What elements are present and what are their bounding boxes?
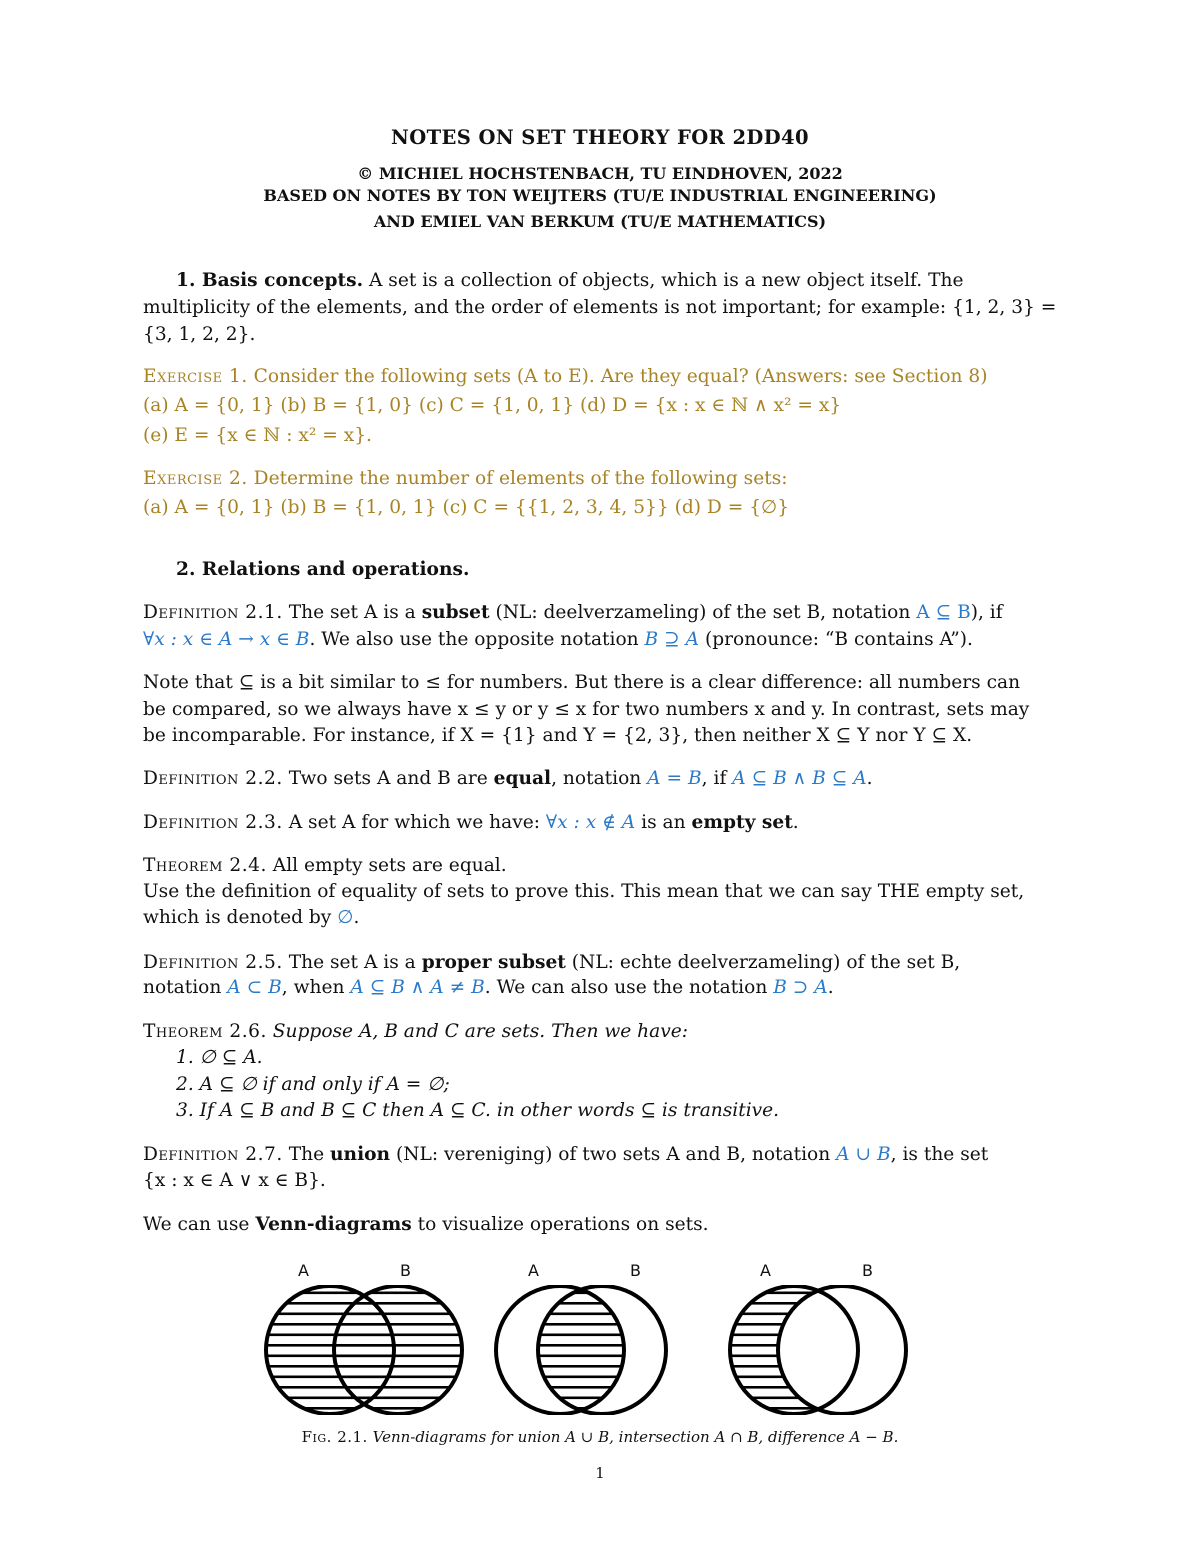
venn-label-b-1: B bbox=[400, 1261, 411, 1280]
venn-label-a-2: A bbox=[528, 1261, 539, 1280]
note-line-1: Note that ⊆ is a bit similar to ≤ for numbers. But there is a clear difference: all numbers can bbox=[143, 672, 1021, 693]
venn-intro bbox=[143, 1212, 709, 1238]
definition-2-5-label: Definition 2.5. bbox=[143, 952, 283, 973]
exercise-2-row-1: (a) A = {0, 1} (b) B = {1, 0, 1} (c) C = {{1, 2, 3, 4, 5}} (d) D = {∅} bbox=[143, 497, 790, 518]
definition-2-7-label: Definition 2.7. bbox=[143, 1144, 283, 1165]
definition-2-5-text: The set A is a bbox=[288, 952, 416, 973]
notation-proper-superset: B ⊃ A bbox=[773, 977, 828, 998]
notation-proper-subset: A ⊂ B bbox=[227, 977, 282, 998]
theorem-2-4-text-3: which is denoted by bbox=[143, 907, 332, 928]
section-1-heading: 1. Basis concepts. bbox=[176, 270, 364, 291]
definition-2-1-text-3: ), if bbox=[970, 602, 1003, 623]
exercise-1 bbox=[143, 364, 988, 390]
section-2-heading: 2. Relations and operations. bbox=[176, 559, 470, 580]
definition-2-7-text-3: , is the set bbox=[890, 1144, 989, 1165]
definition-2-7 bbox=[143, 1142, 988, 1168]
venn-intro-text-2: to visualize operations on sets. bbox=[417, 1214, 709, 1235]
definition-2-5-text-3: notation bbox=[143, 977, 222, 998]
venn-label-a-1: A bbox=[298, 1261, 309, 1280]
section-1-line-1 bbox=[176, 268, 963, 294]
exercise-1-text: Consider the following sets (A to E). Are they equal? (Answers: see Section 8) bbox=[253, 366, 988, 387]
definition-2-3-text: A set A for which we have: bbox=[288, 812, 540, 833]
theorem-2-4-label: Theorem 2.4. bbox=[143, 855, 267, 876]
definition-2-5-line-2 bbox=[143, 975, 834, 1001]
theorem-2-4-line-2: Use the definition of equality of sets to prove this. This mean that we can say THE empty set, bbox=[143, 881, 1025, 902]
theorem-2-6-item-2: 2. A ⊆ ∅ if and only if A = ∅; bbox=[176, 1074, 450, 1095]
venn-label-b-3: B bbox=[862, 1261, 873, 1280]
section-1-text-1: A set is a collection of objects, which is a new object itself. The bbox=[368, 270, 964, 291]
page-number: 1 bbox=[595, 1464, 605, 1482]
definition-2-1-line-2 bbox=[143, 627, 973, 653]
definition-2-5 bbox=[143, 950, 960, 976]
exercise-2-label: Exercise 2. bbox=[143, 468, 248, 489]
definition-2-7-text-2: (NL: vereniging) of two sets A and B, notation bbox=[395, 1144, 831, 1165]
term-venn-diagrams: Venn-diagrams bbox=[255, 1214, 412, 1235]
exercise-1-row-1: (a) A = {0, 1} (b) B = {1, 0} (c) C = {1, 0, 1} (d) D = {x : x ∈ ℕ ∧ x² = x} bbox=[143, 395, 842, 416]
theorem-2-6-item-3: 3. If A ⊆ B and B ⊆ C then A ⊆ C. in other words ⊆ is transitive. bbox=[176, 1100, 780, 1121]
theorem-2-4-line-3 bbox=[143, 905, 359, 931]
theorem-2-6-item-1: 1. ∅ ⊆ A. bbox=[176, 1047, 263, 1068]
definition-2-2-text-4: . bbox=[866, 768, 873, 789]
notation-union: A ∪ B bbox=[836, 1144, 891, 1165]
definition-2-1-text-2: (NL: deelverzameling) of the set B, notation bbox=[495, 602, 911, 623]
definition-2-3-text-2: is an bbox=[641, 812, 686, 833]
notation-subset: A ⊆ B bbox=[916, 602, 971, 623]
definition-2-2-text: Two sets A and B are bbox=[288, 768, 488, 789]
definition-2-5-text-6: . bbox=[827, 977, 834, 998]
definition-2-1-text: The set A is a bbox=[288, 602, 416, 623]
definition-2-1-label: Definition 2.1. bbox=[143, 602, 283, 623]
definition-2-7-line-2: {x : x ∈ A ∨ x ∈ B}. bbox=[143, 1170, 326, 1191]
figure-label: Fig. 2.1. bbox=[301, 1428, 368, 1446]
figure-caption bbox=[0, 1428, 1200, 1446]
definition-2-7-text: The bbox=[288, 1144, 325, 1165]
definition-2-2-label: Definition 2.2. bbox=[143, 768, 283, 789]
section-1-text-3: {3, 1, 2, 2}. bbox=[143, 324, 256, 345]
term-union: union bbox=[330, 1144, 391, 1165]
exercise-1-row-2: (e) E = {x ∈ ℕ : x² = x}. bbox=[143, 425, 372, 446]
venn-label-b-2: B bbox=[630, 1261, 641, 1280]
theorem-2-6-text: Suppose A, B and C are sets. Then we have: bbox=[272, 1021, 688, 1042]
definition-2-1 bbox=[143, 600, 1003, 626]
definition-2-5-text-2: (NL: echte deelverzameling) of the set B, bbox=[571, 952, 961, 973]
definition-2-2-text-2: , notation bbox=[551, 768, 642, 789]
author-line: © MICHIEL HOCHSTENBACH, TU EINDHOVEN, 2022 bbox=[357, 164, 843, 183]
venn-difference bbox=[730, 1286, 906, 1414]
theorem-2-4-text: All empty sets are equal. bbox=[272, 855, 507, 876]
note-line-2: be compared, so we always have x ≤ y or y ≤ x for two numbers x and y. In contrast, sets may bbox=[143, 699, 1030, 720]
theorem-2-4-text-4: . bbox=[353, 907, 360, 928]
definition-2-5-text-5: . We can also use the notation bbox=[484, 977, 768, 998]
definition-2-2 bbox=[143, 766, 873, 792]
venn-label-a-3: A bbox=[760, 1261, 771, 1280]
term-equal: equal bbox=[493, 768, 552, 789]
theorem-2-4 bbox=[143, 853, 507, 879]
formula-empty: ∀x : x ∉ A bbox=[545, 812, 636, 833]
based-on-line: BASED ON NOTES BY TON WEIJTERS (TU/E INDUSTRIAL ENGINEERING) bbox=[263, 186, 937, 205]
definition-2-1-text-4: . We also use the opposite notation bbox=[309, 629, 639, 650]
definition-2-1-text-5: (pronounce: “B contains A”). bbox=[704, 629, 973, 650]
section-1-text-2: multiplicity of the elements, and the order of elements is not important; for example: {1, 2, 3} = bbox=[143, 297, 1057, 318]
venn-diagrams-figure bbox=[0, 1285, 1200, 1415]
theorem-2-6 bbox=[143, 1019, 688, 1045]
definition-2-3 bbox=[143, 810, 799, 836]
term-empty-set: empty set bbox=[691, 812, 793, 833]
paper-title: NOTES ON SET THEORY FOR 2DD40 bbox=[391, 126, 809, 149]
based-on-line-2: AND EMIEL VAN BERKUM (TU/E MATHEMATICS) bbox=[373, 212, 827, 231]
theorem-2-6-label: Theorem 2.6. bbox=[143, 1021, 267, 1042]
venn-intro-text: We can use bbox=[143, 1214, 250, 1235]
figure-caption-text: Venn-diagrams for union A ∪ B, intersection A ∩ B, difference A − B. bbox=[372, 1428, 899, 1446]
definition-2-2-text-3: , if bbox=[701, 768, 727, 789]
notation-superset: B ⊇ A bbox=[644, 629, 700, 650]
definition-2-3-text-3: . bbox=[792, 812, 799, 833]
term-proper-subset: proper subset bbox=[421, 952, 566, 973]
definition-2-3-label: Definition 2.3. bbox=[143, 812, 283, 833]
venn-intersection bbox=[496, 1286, 666, 1414]
term-subset: subset bbox=[421, 602, 490, 623]
exercise-2 bbox=[143, 466, 788, 492]
formula-equal: A ⊆ B ∧ B ⊆ A bbox=[732, 768, 867, 789]
definition-2-5-text-4: , when bbox=[281, 977, 345, 998]
formula-subset: ∀x : x ∈ A → x ∈ B bbox=[143, 629, 310, 650]
formula-proper-subset: A ⊆ B ∧ A ≠ B bbox=[350, 977, 485, 998]
notation-equal: A = B bbox=[647, 768, 702, 789]
empty-set-symbol: ∅ bbox=[337, 907, 354, 928]
exercise-1-label: Exercise 1. bbox=[143, 366, 248, 387]
venn-union bbox=[266, 1286, 462, 1414]
note-line-3: be incomparable. For instance, if X = {1} and Y = {2, 3}, then neither X ⊆ Y nor Y ⊆ X. bbox=[143, 725, 973, 746]
exercise-2-text: Determine the number of elements of the following sets: bbox=[253, 468, 788, 489]
